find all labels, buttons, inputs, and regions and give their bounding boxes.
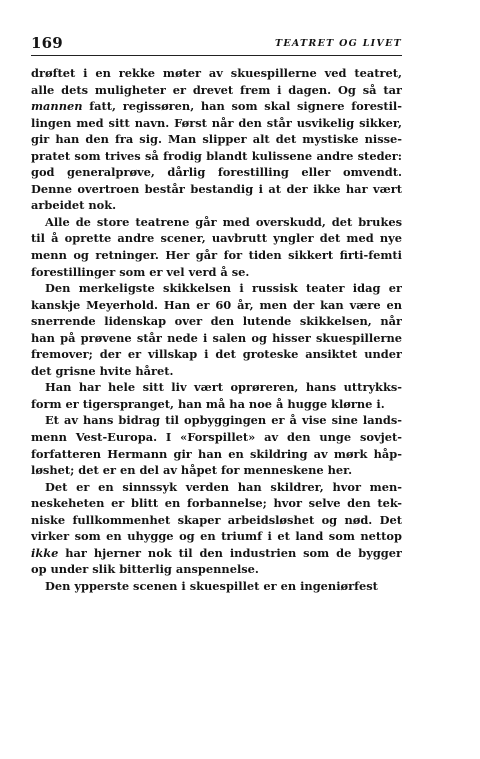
text-line: Denne overtroen består bestandig i at der ikke har vært (31, 181, 402, 196)
header-rule (31, 55, 402, 56)
text-line: kanskje Meyerhold. Han er 60 år, men der kan være en (31, 297, 402, 312)
text-line: menn og retninger. Her går for tiden sikkert firti-femti (31, 248, 402, 263)
text-line: op under slik bitterlig anspennelse. (31, 562, 259, 577)
text-line: arbeidet nok. (31, 198, 117, 213)
text-line: forestillinger som er vel verd å se. (31, 264, 250, 279)
page-number: 169 (31, 34, 63, 52)
text-line: form er tigerspranget, han må ha noe å hugge klørne i. (31, 396, 385, 411)
text-line: Et av hans bidrag til opbyggingen er å vise sine lands- (45, 413, 402, 428)
running-title: TEATRET OG LIVET (274, 38, 402, 49)
text-line: han på prøvene står nede i salen og hisser skuespillerne (31, 330, 402, 345)
text-line: alle dets muligheter er drevet frem i dagen. Og så tar (31, 82, 402, 97)
text-line: niske fullkommenhet skaper arbeidsløshet og nød. Det (31, 512, 402, 527)
text-line: virker som en uhygge og en triumf i et land som nettop (31, 529, 402, 544)
text-line: Det er en sinnssyk verden han skildrer, hvor men- (45, 479, 402, 494)
text-line: Den merkeligste skikkelsen i russisk teater idag er (45, 281, 402, 296)
text-line: mannen fatt, regissøren, han som skal signere forestil- (31, 99, 402, 114)
text-line: drøftet i en rekke møter av skuespillerne ved teatret, (31, 66, 402, 80)
text-line: løshet; det er en del av håpet for menneskene her. (31, 463, 353, 478)
page-header (31, 34, 402, 54)
text-line: fremover; der er villskap i det groteske ansiktet under (31, 347, 402, 362)
text-line: lingen med sitt navn. Først når den står usvikelig sikker, (31, 115, 402, 130)
text-line: gir han den fra sig. Man slipper alt det mystiske nisse- (31, 132, 402, 147)
text-line: neskeheten er blitt en forbannelse; hvor selve den tek- (31, 496, 402, 511)
body-text (31, 65, 402, 595)
text-line: Den ypperste scenen i skuespillet er en ingeniørfest (45, 578, 378, 593)
text-line: til å oprette andre scener, uavbrutt yngler det med nye (31, 231, 402, 246)
text-line: Alle de store teatrene går med overskudd, det brukes (45, 214, 402, 229)
text-line: det grisne hvite håret. (31, 363, 174, 378)
text-line: Han har hele sitt liv vært oprøreren, hans uttrykks- (45, 380, 402, 395)
text-line: snerrende lidenskap over den lutende skikkelsen, når (31, 314, 402, 329)
text-line: menn Vest-Europa. I «Forspillet» av den unge sovjet- (31, 430, 402, 445)
text-line: pratet som trives så frodig blandt kulissene andre steder: (31, 148, 402, 163)
text-line: god generalprøve, dårlig forestilling eller omvendt. (31, 165, 402, 180)
text-line: ikke har hjerner nok til den industrien som de bygger (31, 545, 402, 560)
text-line: forfatteren Hermann gir han en skildring av mørk håp- (31, 446, 402, 461)
